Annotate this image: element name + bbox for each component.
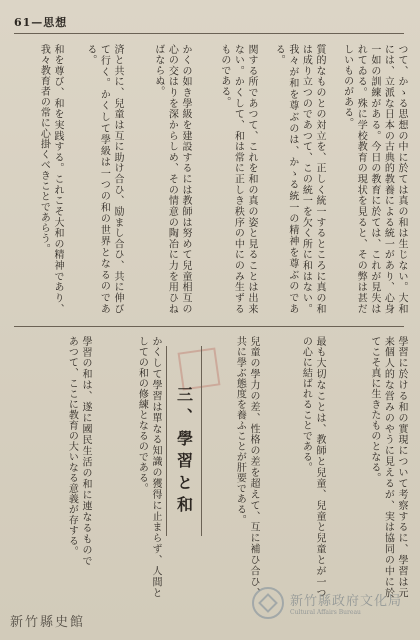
text-column: 質的なものとの対立を、正しく統一するところに真の和は成り立つのであつて、この統一を欠く所に和はない。我々が和を尊ぶのは、かゝる統一の精神を尊ぶのである。 [273,44,325,314]
header-rule [14,33,404,34]
watermark-text: 新竹縣政府文化局 [290,594,403,609]
text-column: 関する所であつて、これを和の真の姿と見ることは出来ない。かくして、和は常に正しき秩序の中にのみ生ずるものである。 [218,44,257,314]
section-rule [14,326,404,327]
text-column: 最も大切なことは、教師と兒童、兒童と兒童とが一つの心に結ばれることである。 [300,336,325,598]
page-header: 61—思想 [14,16,68,29]
archive-stamp: 新竹縣史館 [10,615,86,630]
watermark-subtext: Cultural Affairs Bureau [290,609,361,616]
text-column: かくの如き學級を建設するには教師は努めて兒童相互の心の交はりを深からしめ、その情意の陶冶に力を用ひねばならぬ。 [152,44,191,314]
text-column: 兒童の學力の差、性格の差を超えて、互に補ひ合ひ、共に學ぶ態度を養ふことが肝要である。 [234,336,259,598]
section-heading: 三、學習と和 [166,346,202,536]
text-column: 済と共に、兒童は互に助け合ひ、励まし合ひ、共に伸びて行く。かくして學級は一つの和の世界となるのである。 [84,44,123,314]
text-column: かくして學習は單なる知識の獲得に止まらず、人間としての和の修練となるのである。 [136,336,161,598]
text-column: 學習の和は、遂に國民生活の和に連なるものであつて、ここに教育の大いなる意義が存する。 [66,336,91,566]
text-column: 學習に於ける和の實現について考察するに、學習は元来個人的な営みのやうに見えるが、実は協同の中に於てこそ真に生きたものとなる。 [368,336,407,598]
text-column: 和を尊び、和を実践する。これこそ大和の精神であり、我々教育者の常に心掛くべきことであらう。 [38,44,63,314]
watermark [252,586,402,620]
text-column: つて、かゝる思想の中に於ては真の和は生じない。大和には、立派な日本の古典的教養による統一があり、心身一如の訓練がある。今日の教育に於ては、これが見失はれてゐる。殊に学校教育の現状を見ると、その弊は甚だしいものがある。 [341,44,407,314]
emblem-icon [252,587,284,619]
